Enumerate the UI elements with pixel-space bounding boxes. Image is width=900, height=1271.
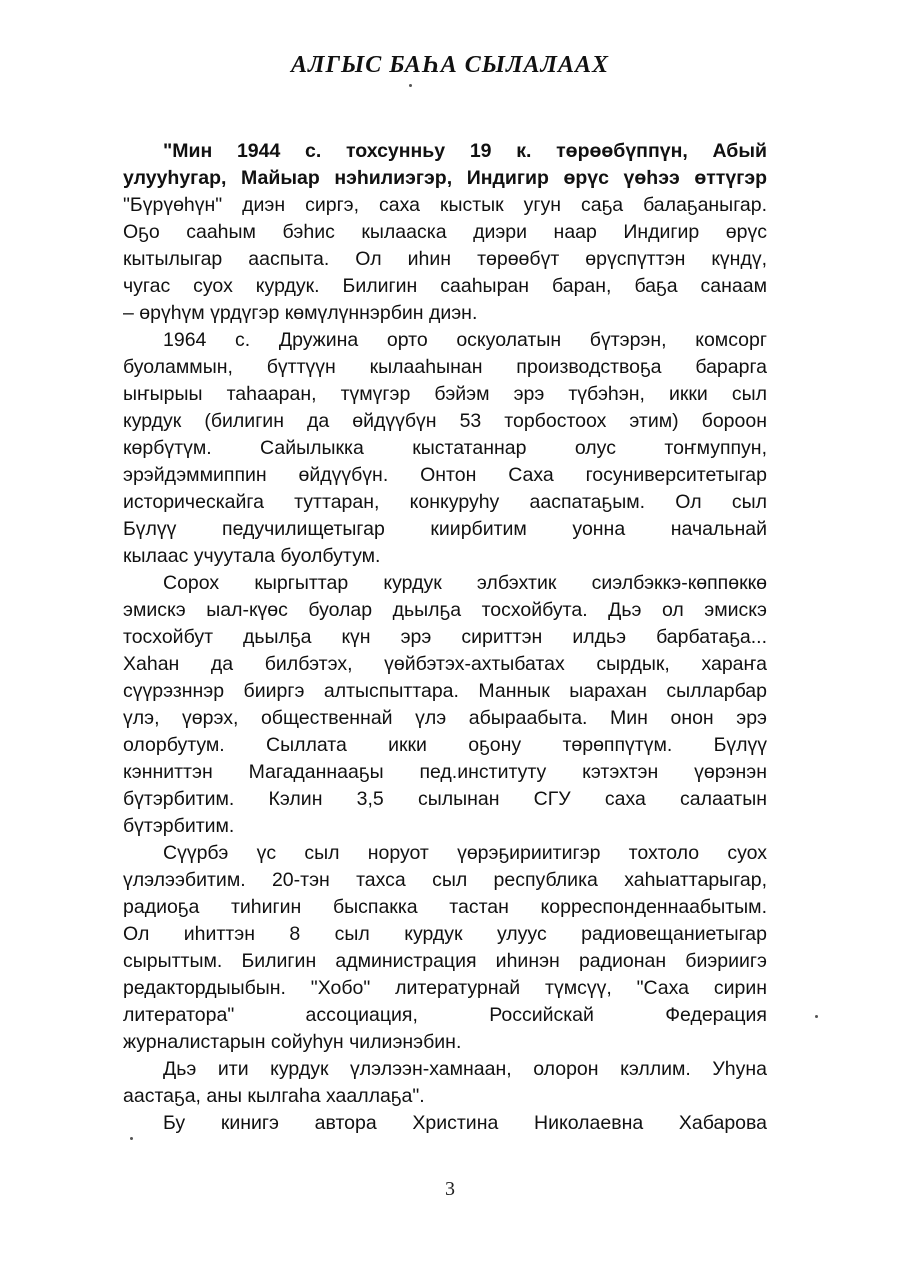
text-line: олорбутум. Сыллата икки оҕону төрөппүтүм. Бүлүү [123, 734, 767, 756]
text-line: "Мин 1944 с. тохсунньу 19 к. төрөөбүппүн, Абый [163, 140, 767, 162]
text-line: Бүлүү педучилищетыгар киирбитим уонна начальнай [123, 518, 767, 540]
text-line: курдук (билигин да өйдүүбүн 53 торбостоох этим) бороон [123, 410, 767, 432]
text-line: бүтэрбитим. Кэлин 3,5 сылынан СГУ саха салаатын [123, 788, 767, 810]
text-line: көрбүтүм. Сайылыкка кыстатаннар олус тоҥмуппун, [123, 437, 767, 459]
text-line: историческайга туттаран, конкуруһу ааспатаҕым. Ол сыл [123, 491, 767, 513]
text-line: сырыттым. Билигин администрация иһинэн радионан биэриигэ [123, 950, 767, 972]
scan-speck [409, 84, 412, 87]
text-line: 1964 с. Дружина орто оскуолатын бүтэрэн, комсорг [163, 329, 767, 351]
text-line: Сүүрбэ үс сыл норуот үөрэҕириитигэр тохтоло суох [163, 842, 767, 864]
page-number: 3 [445, 1178, 455, 1200]
text-line: кытылыгар ааспыта. Ол иһин төрөөбүт өрүспүттэн күндү, [123, 248, 767, 270]
text-line: радиоҕа тиһигин быспакка тастан корреспонденнаабытым. [123, 896, 767, 918]
text-line: үлэлээбитим. 20-тэн тахса сыл республика хаһыаттарыгар, [123, 869, 767, 891]
text-line: тосхойбут дьылҕа күн эрэ сириттэн илдьэ барбатаҕа... [123, 626, 767, 648]
text-line: сүүрэзннэр бииргэ алтыспыттара. Маннык ыарахан сылларбар [123, 680, 767, 702]
text-line: ыҥырыы таһааран, түмүгэр бэйэм эрэ түбэһэн, икки сыл [123, 383, 767, 405]
text-line: Бу кинигэ автора Христина Николаевна Хабарова [163, 1112, 767, 1134]
text-line: "Бүрүөһүн" диэн сиргэ, саха кыстык угун саҕа балаҕаныгар. [123, 194, 767, 216]
text-line: эмискэ ыал-күөс буолар дьылҕа тосхойбута. Дьэ ол эмискэ [123, 599, 767, 621]
text-line: эрэйдэммиппин өйдүүбүн. Онтон Саха госуниверситетыгар [123, 464, 767, 486]
text-line: кэнниттэн Магаданнааҕы пед.институту кэтэхтэн үөрэнэн [123, 761, 767, 783]
text-line: – өрүһүм үрдүгэр көмүлүннэрбин диэн. [123, 302, 478, 324]
body-text [123, 138, 767, 1137]
text-line: чугас суох курдук. Билигин сааһыран баран, баҕа санаам [123, 275, 767, 297]
text-line: Дьэ ити курдук үлэлээн-хамнаан, олорон кэллим. Уһуна [163, 1058, 767, 1080]
text-line: улууһугар, Майыар нэһилиэгэр, Индигир өрүс үөһээ өттүгэр [123, 167, 767, 189]
text-line: Ол иһиттэн 8 сыл курдук улуус радиовещаниетыгар [123, 923, 767, 945]
text-line: журналистарын сойуһун чилиэнэбин. [123, 1031, 462, 1053]
scan-speck [130, 1137, 133, 1140]
text-line: Хаһан да билбэтэх, үөйбэтэх-ахтыбатах сырдык, хараҥа [123, 653, 767, 675]
text-line: кылаас учуутала буолбутум. [123, 545, 381, 567]
page-title: АЛГЫС БАҺА СЫЛАЛААХ [290, 52, 610, 78]
text-line: аастаҕа, аны кылгаһа хааллаҕа". [123, 1085, 425, 1107]
text-line: редактордыыбын. "Хобо" литературнай түмсүү, "Саха сирин [123, 977, 767, 999]
scan-speck [815, 1015, 818, 1018]
text-line: Сорох кыргыттар курдук элбэхтик сиэлбэккэ-көппөккө [163, 572, 767, 594]
text-line: буоламмын, бүттүүн кылааһынан производствоҕа барарга [123, 356, 767, 378]
text-line: литератора" ассоциация, Российскай Федерация [123, 1004, 767, 1026]
text-line: бүтэрбитим. [123, 815, 235, 837]
text-line: Оҕо сааһым бэһис кылааска диэри наар Индигир өрүс [123, 221, 767, 243]
text-line: үлэ, үөрэх, общественнай үлэ абыраабыта. Мин онон эрэ [123, 707, 767, 729]
